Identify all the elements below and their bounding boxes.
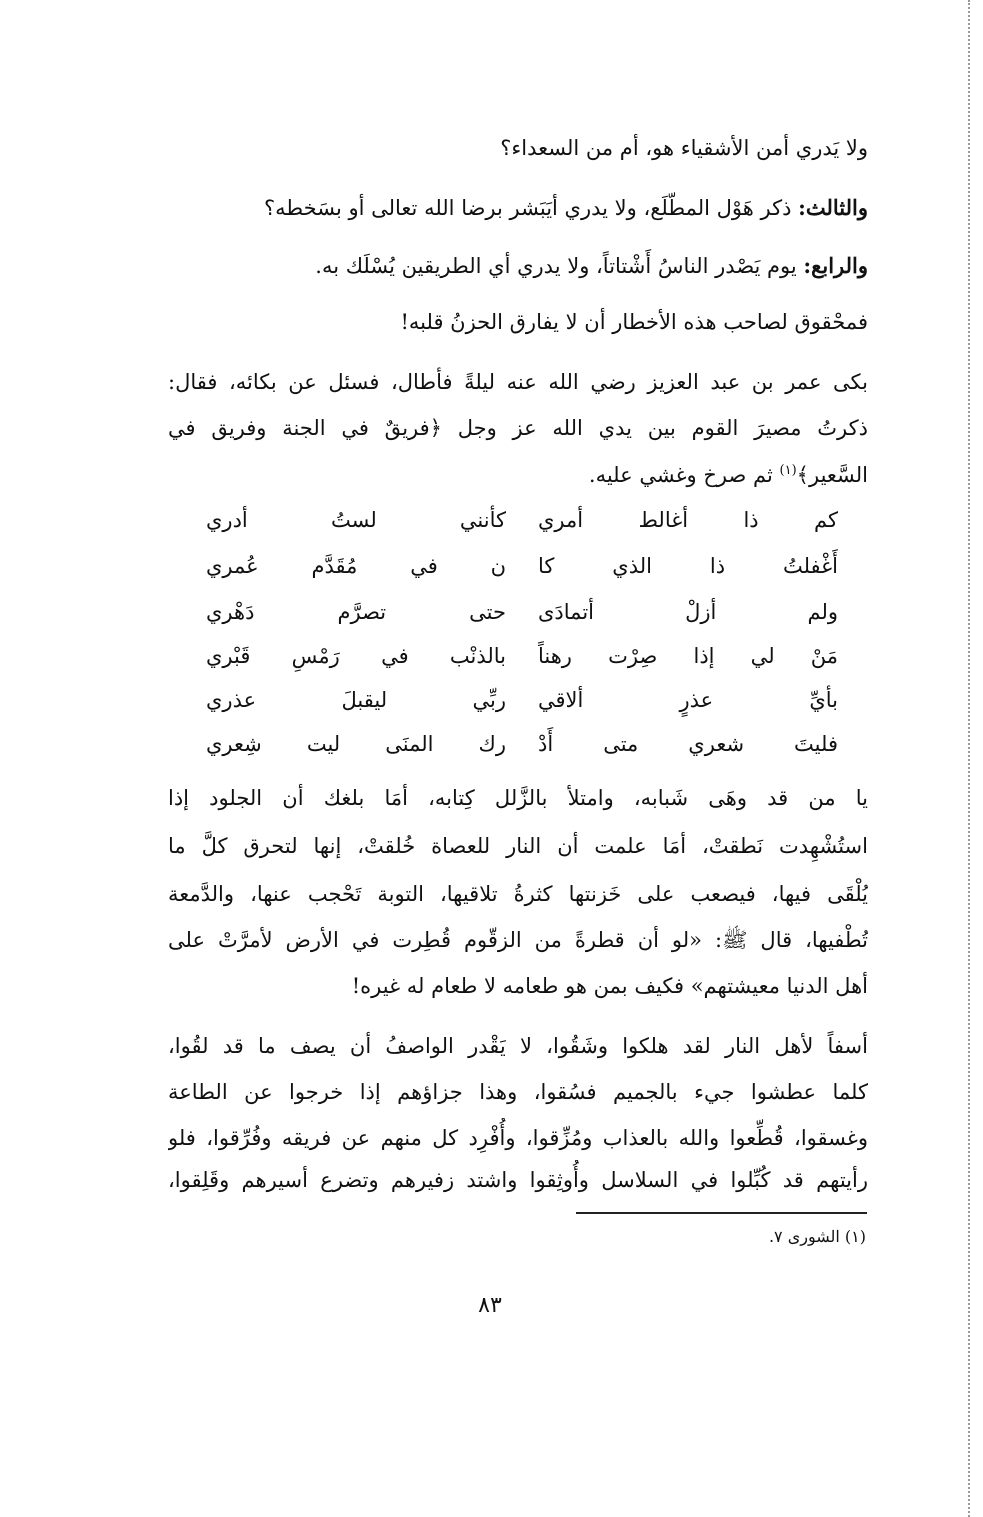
intro-line: ولا يَدري أمن الأشقياء هو، أم من السعداء؟ [500, 136, 868, 160]
youth-line-5: أهل الدنيا معيشتهم» فكيف بمن هو طعامه لا طعام له غيره! [351, 974, 868, 998]
footnote: (١) الشورى ٧. [768, 1227, 866, 1246]
verse-second-hemistich: بالذنْب في رَمْسِ قَبْري [206, 644, 506, 668]
point-fourth-lead: والرابع: [803, 253, 868, 278]
verse-first-hemistich: كم ذا أغالط أمري [538, 508, 838, 532]
verse-second-hemistich: حتى تصرَّم دَهْري [206, 600, 506, 624]
poem-verse [168, 592, 868, 632]
omar-line-3-rest: ثم صرخ وغشي عليه. [588, 463, 780, 487]
verse-first-hemistich: ولم أزلْ أتمادَى [538, 600, 838, 624]
fire-line-2: كلما عطشوا جيء بالجميم فسُقوا، وهذا جزاؤهم إذا خرجوا عن الطاعة [168, 1080, 868, 1104]
omar-line-3 [168, 455, 868, 495]
point-fourth [168, 246, 868, 286]
fire-line-1: أسفاً لأهل النار لقد هلكوا وشَقُوا، لا يَقْدر الواصفُ أن يصف ما قد لقُوا، [168, 1034, 868, 1058]
footnote-divider [576, 1212, 867, 1214]
conclusion-line: فمحْقوق لصاحب هذه الأخطار أن لا يفارق الحزنُ قلبه! [400, 310, 868, 334]
footnote-ref: (١) [779, 463, 797, 478]
quran-quote-end: السَّعير﴾ [796, 463, 868, 487]
poem-verse [168, 546, 868, 586]
poem-verse [168, 724, 868, 764]
point-third-lead: والثالث: [798, 195, 868, 220]
verse-first-hemistich: بأيِّ عذرٍ ألاقي [538, 688, 838, 712]
point-third-text: ذكر هَوْل المطّلَع، ولا يدري أيَبَشر برضا الله تعالى أو بسَخطه؟ [264, 196, 799, 220]
point-fourth-text: يوم يَصْدر الناسُ أَشْتاتاً، ولا يدري أي الطريقين يُسْلَك به. [315, 254, 804, 278]
omar-line-1: بكى عمر بن عبد العزيز رضي الله عنه ليلةً فأطال، فسئل عن بكائه، فقال: [168, 370, 868, 394]
main-text [168, 0, 868, 1200]
page-number: ٨٣ [478, 1293, 502, 1318]
verse-first-hemistich: مَنْ لي إذا صِرْت رهناً [538, 644, 838, 668]
verse-second-hemistich: ربِّي ليقبلَ عذري [206, 688, 506, 712]
youth-line-4: تُطْفيها، قال ﷺ: «لو أن قطرةً من الزقّوم قُطِرت في الأرض لأمرَّتْ على [168, 928, 868, 952]
verse-second-hemistich: ن في مُقَدَّم عُمري [206, 554, 506, 578]
poem-verse [168, 500, 868, 540]
verse-first-hemistich: أَغْفلتُ ذا الذي كا [538, 554, 838, 578]
youth-line-3: يُلْقَى فيها، فيصعب على خَزنتها كثرةُ تلاقيها، التوبة تَحْجب عنها، والدَّمعة [168, 882, 868, 906]
verse-second-hemistich: رك المنَى ليت شِعري [206, 732, 506, 756]
point-third [168, 188, 868, 228]
youth-line-1: يا من قد وهَى شَبابه، وامتلأ بالزَّلل كِتابه، أمَا بلغك أن الجلود إذا [168, 786, 868, 810]
verse-first-hemistich: فليتَ شعري متى أَدْ [538, 732, 838, 756]
poem-verse [168, 636, 868, 676]
scan-edge-line [968, 0, 970, 1517]
youth-line-2: استُشْهِدت نَطقتْ، أمَا علمت أن النار للعصاة خُلقتْ، إنها لتحرق كلَّ ما [168, 834, 868, 858]
verse-second-hemistich: كأنني لستُ أدري [206, 508, 506, 532]
poem-verse [168, 680, 868, 720]
fire-line-4: رأيتهم قد كُبِّلوا في السلاسل وأُوثِقوا واشتد زفيرهم وتضرع أسيرهم وقَلِقوا، [168, 1168, 868, 1192]
fire-line-3: وغسقوا، قُطِّعوا والله بالعذاب ومُزِّقوا، وأُفْرِد كل منهم عن فريقه وفُرِّقوا، فلو [168, 1126, 868, 1150]
omar-line-2: ذكرتُ مصيرَ القوم بين يدي الله عز وجل ﴿فريقٌ في الجنة وفريق في [168, 416, 868, 440]
